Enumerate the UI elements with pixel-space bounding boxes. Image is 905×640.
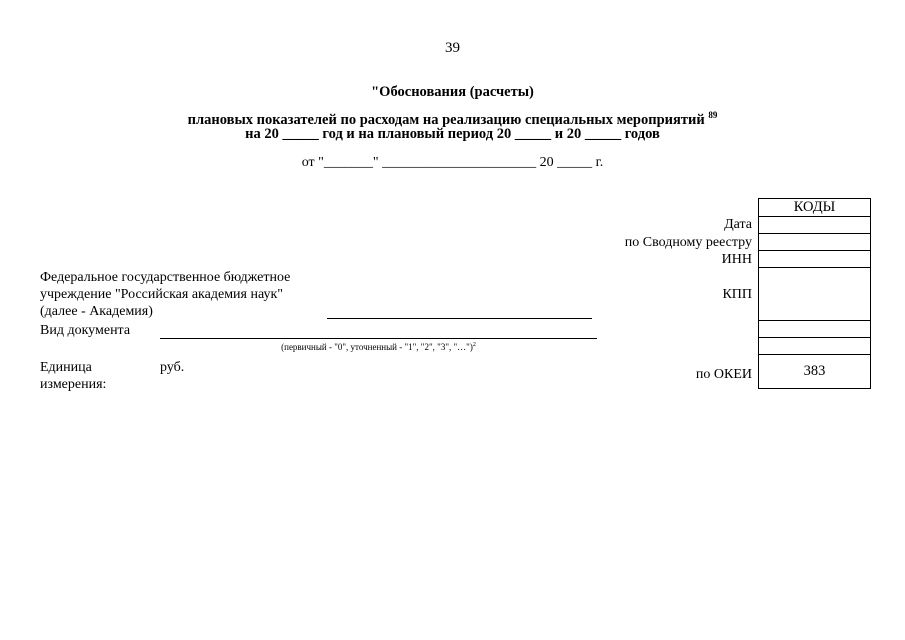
date-code-cell[interactable]: [759, 217, 871, 234]
organization-line-1: Федеральное государственное бюджетное: [40, 270, 291, 285]
doc-type-code-cell[interactable]: [759, 321, 871, 338]
organization-underline: [327, 318, 592, 319]
okei-label: по ОКЕИ: [695, 367, 752, 382]
document-title: "Обоснования (расчеты): [371, 84, 534, 100]
codes-header: КОДЫ: [759, 199, 871, 217]
unit-label-line-2: измерения:: [40, 377, 107, 392]
organization-line-3: (далее - Академия): [40, 304, 153, 319]
kpp-label: КПП: [722, 287, 752, 302]
document-type-hint: [160, 342, 597, 352]
inn-label: ИНН: [721, 252, 752, 267]
okei-code-cell: 383: [759, 355, 871, 389]
document-type-label: Вид документа: [40, 323, 131, 338]
unit-value: руб.: [160, 360, 185, 375]
date-line: от "_______" ______________________ 20 _____ г.: [301, 155, 604, 170]
registry-label: по Сводному реестру: [624, 235, 752, 250]
inn-code-cell[interactable]: [759, 251, 871, 268]
codes-table: [758, 198, 871, 389]
subtitle-text: плановых показателей по расходам на реализацию специальных мероприятий: [187, 111, 705, 128]
kpp-code-cell[interactable]: [759, 268, 871, 321]
unit-label-line-1: Единица: [40, 360, 92, 375]
registry-code-cell[interactable]: [759, 234, 871, 251]
planning-period-line: на 20 _____ год и на плановый период 20 _____ и 20 _____ годов: [245, 126, 660, 142]
document-type-hint-footnote: 2: [472, 342, 476, 348]
document-type-hint-text: (первичный - "0", уточненный - "1", "2", "3", "…"): [281, 342, 473, 352]
page-number: 39: [445, 40, 460, 56]
organization-line-2: учреждение "Российская академия наук": [40, 287, 283, 302]
footnote-ref: 89: [708, 110, 718, 120]
document-type-field[interactable]: [160, 338, 597, 339]
blank-code-cell[interactable]: [759, 338, 871, 355]
date-label: Дата: [724, 217, 752, 232]
